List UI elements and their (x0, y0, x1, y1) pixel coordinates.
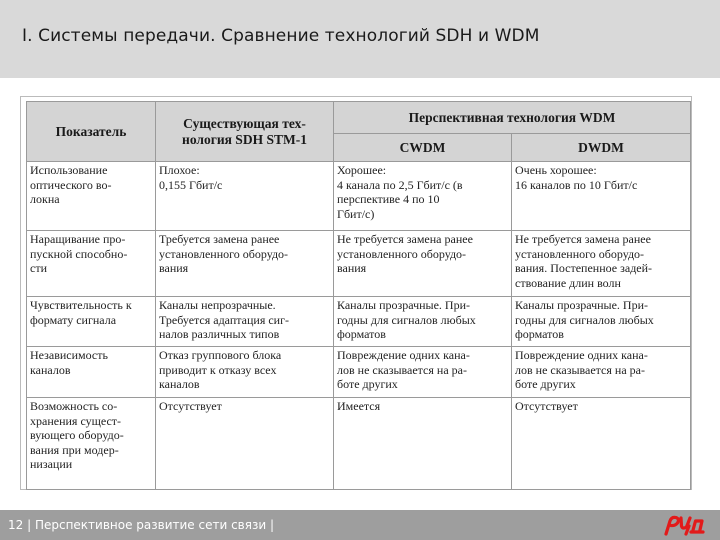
row-cwdm-value: Каналы прозрачные. При- годны для сигналов любых форматов (334, 297, 512, 347)
row-indicator: Наращивание про- пускной способно- сти (27, 231, 156, 297)
header-dwdm: DWDM (512, 134, 691, 162)
table-row (27, 297, 691, 347)
row-cwdm-value: Не требуется замена ранее установленного оборудо- вания (334, 231, 512, 297)
row-sdh-value: Плохое: 0,155 Гбит/с (156, 162, 334, 231)
row-sdh-value: Отказ группового блока приводит к отказу всех каналов (156, 347, 334, 398)
row-cwdm-value: Имеется (334, 398, 512, 490)
row-dwdm-value: Повреждение одних кана- лов не сказывается на ра- боте других (512, 347, 691, 398)
row-sdh-value: Отсутствует (156, 398, 334, 490)
comparison-table (26, 101, 691, 490)
row-indicator: Использование оптического во- локна (27, 162, 156, 231)
row-sdh-value: Каналы непрозрачные. Требуется адаптация сиг- налов различных типов (156, 297, 334, 347)
header-indicator: Показатель (27, 102, 156, 162)
table-row (27, 398, 691, 490)
header-sdh: Существующая тех- нология SDH STM-1 (156, 102, 334, 162)
table-row (27, 162, 691, 231)
slide-title: I. Системы передачи. Сравнение технологий SDH и WDM (22, 26, 540, 46)
header-cwdm: CWDM (334, 134, 512, 162)
table-header-row (27, 102, 691, 134)
table-row (27, 231, 691, 297)
row-sdh-value: Требуется замена ранее установленного оборудо- вания (156, 231, 334, 297)
row-cwdm-value: Повреждение одних кана- лов не сказывается на ра- боте других (334, 347, 512, 398)
row-indicator: Возможность со- хранения сущест- вующего оборудо- вания при модер- низации (27, 398, 156, 490)
row-dwdm-value: Отсутствует (512, 398, 691, 490)
table-row (27, 347, 691, 398)
row-indicator: Чувствительность к формату сигнала (27, 297, 156, 347)
header-wdm: Перспективная технология WDM (334, 102, 691, 134)
footer-bar (0, 510, 720, 540)
rzd-logo-icon (662, 513, 708, 537)
row-dwdm-value: Очень хорошее: 16 каналов по 10 Гбит/с (512, 162, 691, 231)
footer-text: 12 | Перспективное развитие сети связи | (8, 518, 275, 532)
row-dwdm-value: Не требуется замена ранее установленного оборудо- вания. Постепенное задей- ствование длин волн (512, 231, 691, 297)
row-dwdm-value: Каналы прозрачные. При- годны для сигналов любых форматов (512, 297, 691, 347)
row-cwdm-value: Хорошее: 4 канала по 2,5 Гбит/с (в перспективе 4 по 10 Гбит/с) (334, 162, 512, 231)
table-frame (20, 96, 692, 490)
row-indicator: Независимость каналов (27, 347, 156, 398)
